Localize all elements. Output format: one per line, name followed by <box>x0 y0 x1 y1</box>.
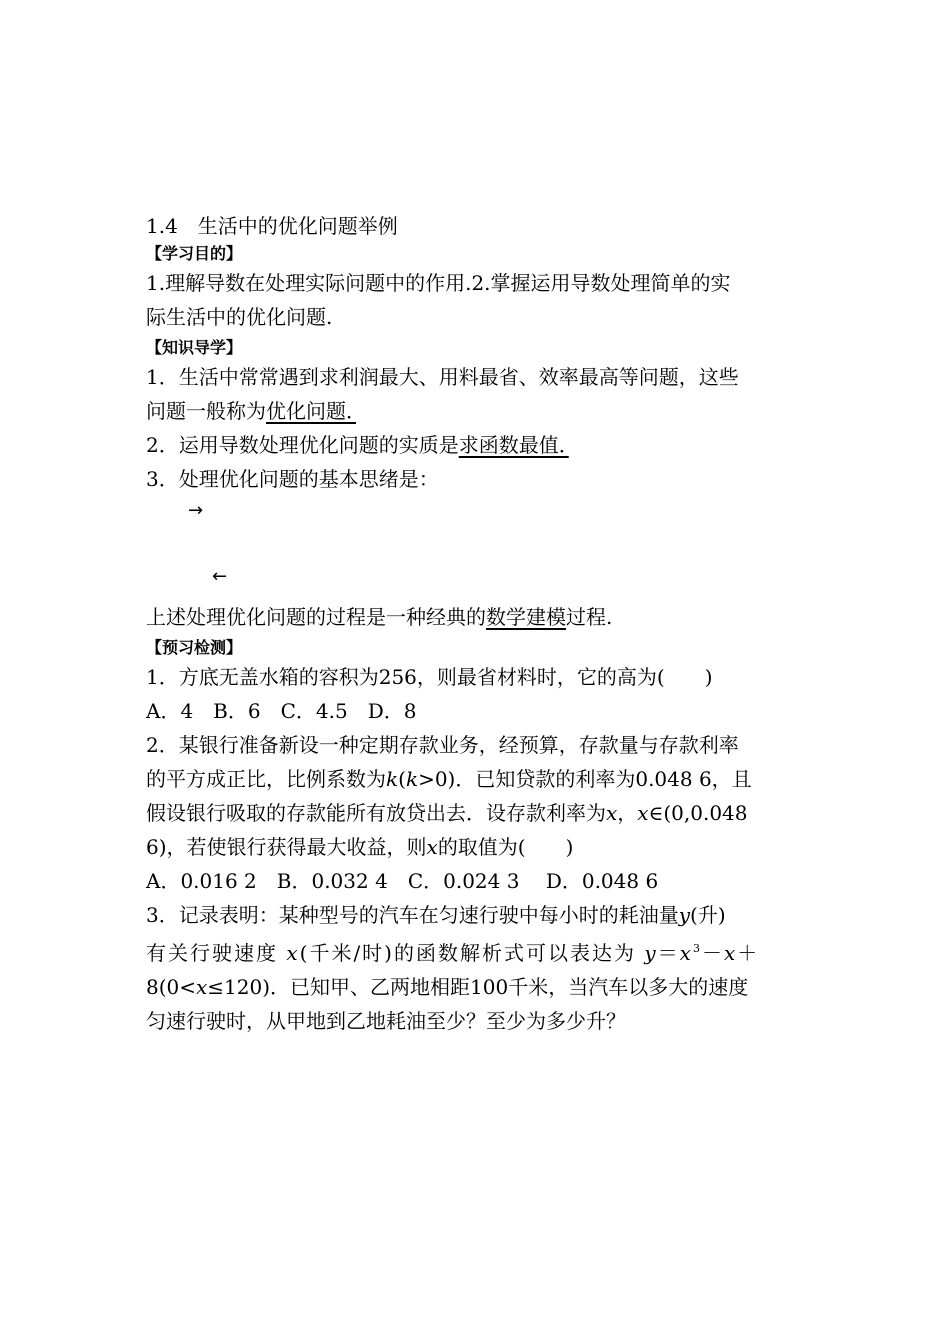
heading-knowledge-guide: 【知识导学】 <box>146 338 243 357</box>
var: x <box>637 801 649 825</box>
document-page <box>146 212 810 1038</box>
var: x <box>196 975 208 999</box>
text: 的取值为( ) <box>437 835 574 859</box>
question-2-line-3 <box>146 796 810 830</box>
text: (升) <box>690 903 726 927</box>
var: k <box>405 767 419 791</box>
text: >0)．已知贷款的利率为0.048 6，且 <box>418 767 752 791</box>
heading-preview-check: 【预习检测】 <box>146 638 243 657</box>
text: 2．运用导数处理优化问题的实质是 <box>146 433 459 457</box>
arrow-right-icon: → <box>188 500 204 521</box>
guide-p1-line-1: 1．生活中常常遇到求利润最大、用料最省、效率最高等问题，这些 <box>146 365 739 389</box>
text: 上述处理优化问题的过程是一种经典的 <box>146 605 486 629</box>
var: y <box>678 903 691 927</box>
question-2-line-1: 2．某银行准备新设一种定期存款业务，经预算，存款量与存款利率 <box>146 733 739 757</box>
text: ， <box>617 801 638 825</box>
question-1: 1．方底无盖水箱的容积为256，则最省材料时，它的高为( ) <box>146 665 713 689</box>
var: x <box>723 941 738 965</box>
answer-underlined: 求函数最值． <box>458 433 569 457</box>
guide-p4 <box>146 600 810 634</box>
exponent: 3 <box>692 942 702 955</box>
guide-p1-line-2 <box>146 394 810 428</box>
text: ≤120)．已知甲、乙两地相距100千米，当汽车以多大的速度 <box>207 975 749 999</box>
text: ∈(0,0.048 <box>648 801 748 825</box>
question-3-line-4: 匀速行驶时，从甲地到乙地耗油至少？至少为多少升？ <box>146 1009 626 1033</box>
text: 过程. <box>566 605 613 629</box>
text: 有关行驶速度 <box>146 941 278 965</box>
var: x <box>679 941 693 965</box>
var: y <box>644 941 658 965</box>
text: 的平方成正比，比例系数为 <box>146 767 386 791</box>
text: 3．记录表明：某种型号的汽车在匀速行驶中每小时的耗油量 <box>146 903 679 927</box>
question-2-line-4 <box>146 830 810 864</box>
question-3-line-1 <box>146 898 810 932</box>
var: x <box>426 835 438 859</box>
goal-line-2: 际生活中的优化问题. <box>146 305 333 329</box>
text: 假设银行吸取的存款能所有放贷出去．设存款利率为 <box>146 801 606 825</box>
text: (千米/时)的函数解析式可以表达为 <box>299 941 636 965</box>
goal-line-1: 1.理解导数在处理实际问题中的作用.2.掌握运用导数处理简单的实 <box>146 271 731 295</box>
question-3-line-2 <box>146 932 810 970</box>
guide-p2 <box>146 428 810 462</box>
text: ＝ <box>657 941 680 965</box>
var: x <box>286 941 300 965</box>
text: ( <box>398 767 406 791</box>
answer-underlined: 优化问题． <box>266 399 356 423</box>
arrow-left-icon: ← <box>212 566 228 587</box>
question-2-options: A．0.016 2 B．0.032 4 C．0.024 3 D．0.048 6 <box>146 869 659 893</box>
answer-underlined: 数学建模 <box>486 605 566 629</box>
question-3-line-3 <box>146 970 810 1004</box>
text: － <box>701 941 724 965</box>
heading-learning-goals: 【学习目的】 <box>146 244 243 263</box>
guide-p3: 3．处理优化问题的基本思绪是： <box>146 467 439 491</box>
text: ＋ <box>737 941 760 965</box>
text: 6)，若使银行获得最大收益，则 <box>146 835 427 859</box>
question-2-line-2 <box>146 762 810 796</box>
section-title: 1.4 生活中的优化问题举例 <box>146 214 398 238</box>
question-1-options: A．4 B．6 C．4.5 D．8 <box>146 699 417 723</box>
text: 问题一般称为 <box>146 399 266 423</box>
var: x <box>606 801 618 825</box>
var: k <box>386 767 399 791</box>
flow-diagram <box>146 496 810 600</box>
text: 8(0< <box>146 975 197 999</box>
